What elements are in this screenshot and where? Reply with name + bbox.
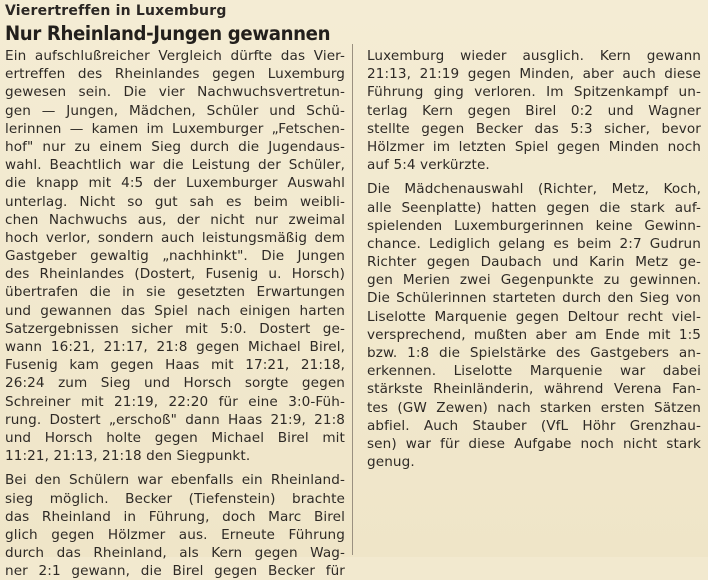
text-line: hoch verlor, sondern auch leistungsmäßig dem <box>5 229 345 246</box>
text-line: Schreiner mit 21:19, 22:20 für eine 3:0-Füh- <box>5 393 345 410</box>
text-line: alle Seenplatte) hatten gegen die stark auf- <box>367 199 701 216</box>
text-line: Bei den Schülern war ebenfalls ein Rheinland- <box>5 472 345 489</box>
text-line: glich gegen Hölzmer aus. Erneute Führung <box>5 526 345 543</box>
text-line: Ein aufschlußreicher Vergleich dürfte das Vier- <box>5 48 345 64</box>
left-paragraph-1 <box>5 47 345 465</box>
text-line: 11:21, 21:13, 21:18 den Siegpunkt. <box>5 448 251 465</box>
text-line: chen Nachwuchs aus, der nicht nur zweimal <box>5 211 345 228</box>
left-column <box>5 47 345 580</box>
article-headline: Nur Rheinland-Jungen gewannen <box>5 22 331 45</box>
column-divider <box>352 44 353 555</box>
text-line: wann 16:21, 21:17, 21:8 gegen Michael Birel, <box>5 339 345 355</box>
text-line: rung. Dostert „erschoß" dann Haas 21:9, 21:8 <box>5 411 345 428</box>
text-line: ner 2:1 gewann, die Birel gegen Becker für <box>5 563 345 580</box>
text-line: erkennen. Liselotte Marquenie war dabei <box>367 363 701 380</box>
text-line: Satzergebnissen sicher mit 5:0. Dostert ge- <box>5 320 345 337</box>
text-line: des Rheinlandes (Dostert, Fusenig u. Horsch) <box>5 266 345 283</box>
article-kicker: Vierertreffen in Luxemburg <box>5 3 227 19</box>
text-line: stärkste Rheinländerin, während Verena Fan- <box>367 381 701 398</box>
text-line: hof" nur zu einem Sieg durch die Jugendaus- <box>5 138 345 155</box>
text-line: das Rheinland in Führung, doch Marc Birel <box>5 508 345 525</box>
right-column <box>367 47 701 471</box>
text-line: ertreffen des Rheinlandes gegen Luxemburg <box>5 66 345 83</box>
text-line: Die Mädchenauswahl (Richter, Metz, Koch, <box>367 181 701 198</box>
text-line: lerinnen — kamen im Luxemburger „Fetschen- <box>5 120 345 137</box>
right-paragraph-1 <box>367 47 701 174</box>
text-line: stellte gegen Becker das 5:3 sicher, bevor <box>367 120 701 137</box>
text-line: bzw. 1:8 die Spielstärke des Gastgebers an- <box>367 345 701 361</box>
text-line: Die Schülerinnen starteten durch den Sieg von <box>367 290 701 307</box>
text-line: die knapp mit 4:5 der Luxemburger Auswahl <box>5 175 345 192</box>
text-line: unterlag. Nicht so gut sah es beim weibli- <box>5 193 345 210</box>
text-line: Führung ging verloren. Im Spitzenkampf un- <box>367 84 701 101</box>
text-line: und Horsch holte gegen Michael Birel mit <box>5 429 345 446</box>
text-line: auf 5:4 verkürzte. <box>367 157 490 174</box>
text-line: gewesen sein. Die vier Nachwuchsvertretun- <box>5 84 345 101</box>
text-line: gen Merien zwei Gegenpunkte zu gewinnen. <box>367 272 701 289</box>
text-line: Luxemburg wieder ausglich. Kern gewann <box>367 48 701 64</box>
text-line: terlag Kern gegen Birel 0:2 und Wagner <box>367 102 701 119</box>
text-line: abfiel. Auch Stauber (VfL Höhr Grenzhau- <box>367 417 701 434</box>
text-line: durch das Rheinland, als Kern gegen Wag- <box>5 545 345 562</box>
text-line: spielenden Luxemburgerinnen keine Gewinn- <box>367 217 701 234</box>
text-line: versprechend, mußten aber am Ende mit 1:5 <box>367 326 701 343</box>
text-line: übertrafen die in sie gesetzten Erwartungen <box>5 284 345 301</box>
text-line: Fusenig kam gegen Haas mit 17:21, 21:18, <box>5 357 345 374</box>
text-line: genug. <box>367 454 415 471</box>
text-line: Gastgeber gewaltig „nachhinkt". Die Jungen <box>5 248 345 265</box>
text-line: chance. Lediglich gelang es beim 2:7 Gudrun <box>367 235 701 252</box>
text-line: 21:13, 21:19 gegen Minden, aber auch diese <box>367 66 701 83</box>
text-line: tes (GW Zewen) nach starken ersten Sätzen <box>367 399 701 416</box>
text-line: wahl. Beachtlich war die Leistung der Schüler, <box>5 157 345 174</box>
text-line: sieg möglich. Becker (Tiefenstein) brachte <box>5 490 345 507</box>
text-line: gen — Jungen, Mädchen, Schüler und Schü- <box>5 102 345 119</box>
text-line: 26:24 zum Sieg und Horsch sorgte gegen <box>5 375 345 392</box>
text-line: und gewannen das Spiel nach einigen harten <box>5 302 345 319</box>
text-line: Hölzmer im letzten Spiel gegen Minden noch <box>367 138 701 155</box>
text-line: Richter gegen Daubach und Karin Metz ge- <box>367 254 701 271</box>
text-line: Liselotte Marquenie gegen Deltour recht viel- <box>367 308 701 325</box>
text-line: sen) war für diese Aufgabe noch nicht stark <box>367 435 701 452</box>
right-paragraph-2 <box>367 180 701 471</box>
left-paragraph-2 <box>5 471 345 580</box>
